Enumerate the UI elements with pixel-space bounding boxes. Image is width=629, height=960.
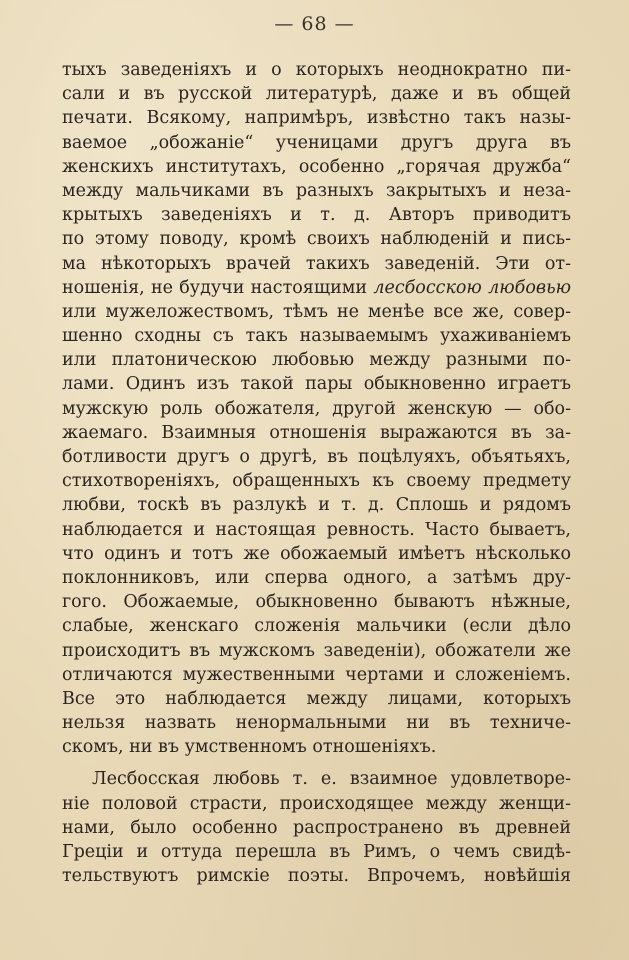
text-line: стихотвореніяхъ, обращенныхъ къ своему предмету	[62, 471, 571, 492]
body-text	[62, 58, 571, 888]
text-line: наблюдается и настоящая ревность. Часто бываетъ,	[62, 519, 571, 540]
text-line	[62, 276, 571, 300]
text-line: женскихъ институтахъ, особенно „горячая дружба“	[62, 156, 571, 177]
text-line: лами. Одинъ изъ такой пары обыкновенно играетъ	[62, 374, 571, 395]
paragraph-gap	[62, 759, 571, 767]
text-line: Греціи и оттуда перешла въ Римъ, о чемъ свидѣ-	[62, 842, 571, 862]
emphasized-term: лесбосскою любовью	[373, 277, 571, 298]
text-line: сали и въ русской литературѣ, даже и въ общей	[62, 84, 571, 105]
text-line: ботливости другъ о другѣ, въ поцѣлуяхъ, объятьяхъ,	[62, 447, 571, 467]
text-fragment: ношенія, не будучи настоящими	[62, 277, 374, 298]
text-line: по этому поводу, кромѣ своихъ наблюденій и пись-	[62, 229, 571, 250]
text-line: ма нѣкоторыхъ врачей такихъ заведеній. Эти от-	[62, 253, 571, 274]
text-line: Лесбосская любовь т. е. взаимное удовлетворе-	[92, 769, 571, 790]
text-line: шенно сходны съ такъ называемымъ ухаживаніемъ	[62, 326, 571, 347]
text-line: происходитъ въ мужскомъ заведеніи), обожатели же	[62, 640, 571, 661]
text-line: слабые, женскаго сложенія мальчики (если дѣло	[62, 616, 571, 637]
paragraph-2	[62, 767, 571, 888]
text-line: ніе половой страсти, происходящее между женщи-	[62, 793, 571, 814]
paragraph-1	[62, 58, 571, 759]
text-line: ваемое „обожаніе“ ученицами другъ друга въ	[62, 132, 571, 153]
text-line: любви, тоскѣ въ разлукѣ и т. д. Сплошь и рядомъ	[62, 495, 571, 516]
text-line: нами, было особенно распространено въ древней	[62, 817, 571, 838]
text-line: скомъ, ни въ умственномъ отношеніяхъ.	[62, 737, 437, 758]
text-line: поклонниковъ, или сперва одного, а затѣмъ дру-	[62, 567, 571, 588]
text-line: или платоническою любовью между разными по-	[62, 350, 571, 371]
text-line: или мужеложествомъ, тѣмъ не менѣе все же, совер-	[62, 301, 571, 322]
text-line: отличаются мужественными чертами и сложеніемъ.	[62, 664, 571, 685]
text-line: гого. Обожаемые, обыкновенно бываютъ нѣжные,	[62, 592, 571, 613]
text-line: жаемаго. Взаимныя отношенія выражаются въ за-	[62, 422, 571, 443]
text-line: мужскую роль обожателя, другой женскую — обо-	[62, 398, 571, 419]
text-line: тельствуютъ римскіе поэты. Впрочемъ, новѣйшія	[62, 866, 571, 887]
text-line: что одинъ и тотъ же обожаемый имѣетъ нѣсколько	[62, 543, 571, 564]
text-line: между мальчиками въ разныхъ закрытыхъ и неза-	[62, 180, 571, 201]
page-number: — 68 —	[274, 13, 355, 35]
text-line: печати. Всякому, напримѣръ, извѣстно такъ назы-	[62, 108, 571, 129]
text-line: тыхъ заведеніяхъ и о которыхъ неоднократно пи-	[62, 60, 571, 80]
text-line: Все это наблюдается между лицами, которыхъ	[62, 688, 571, 709]
text-line: крытыхъ заведеніяхъ и т. д. Авторъ приводитъ	[62, 205, 571, 226]
text-line: нельзя назвать ненормальными ни въ техниче-	[62, 713, 571, 734]
